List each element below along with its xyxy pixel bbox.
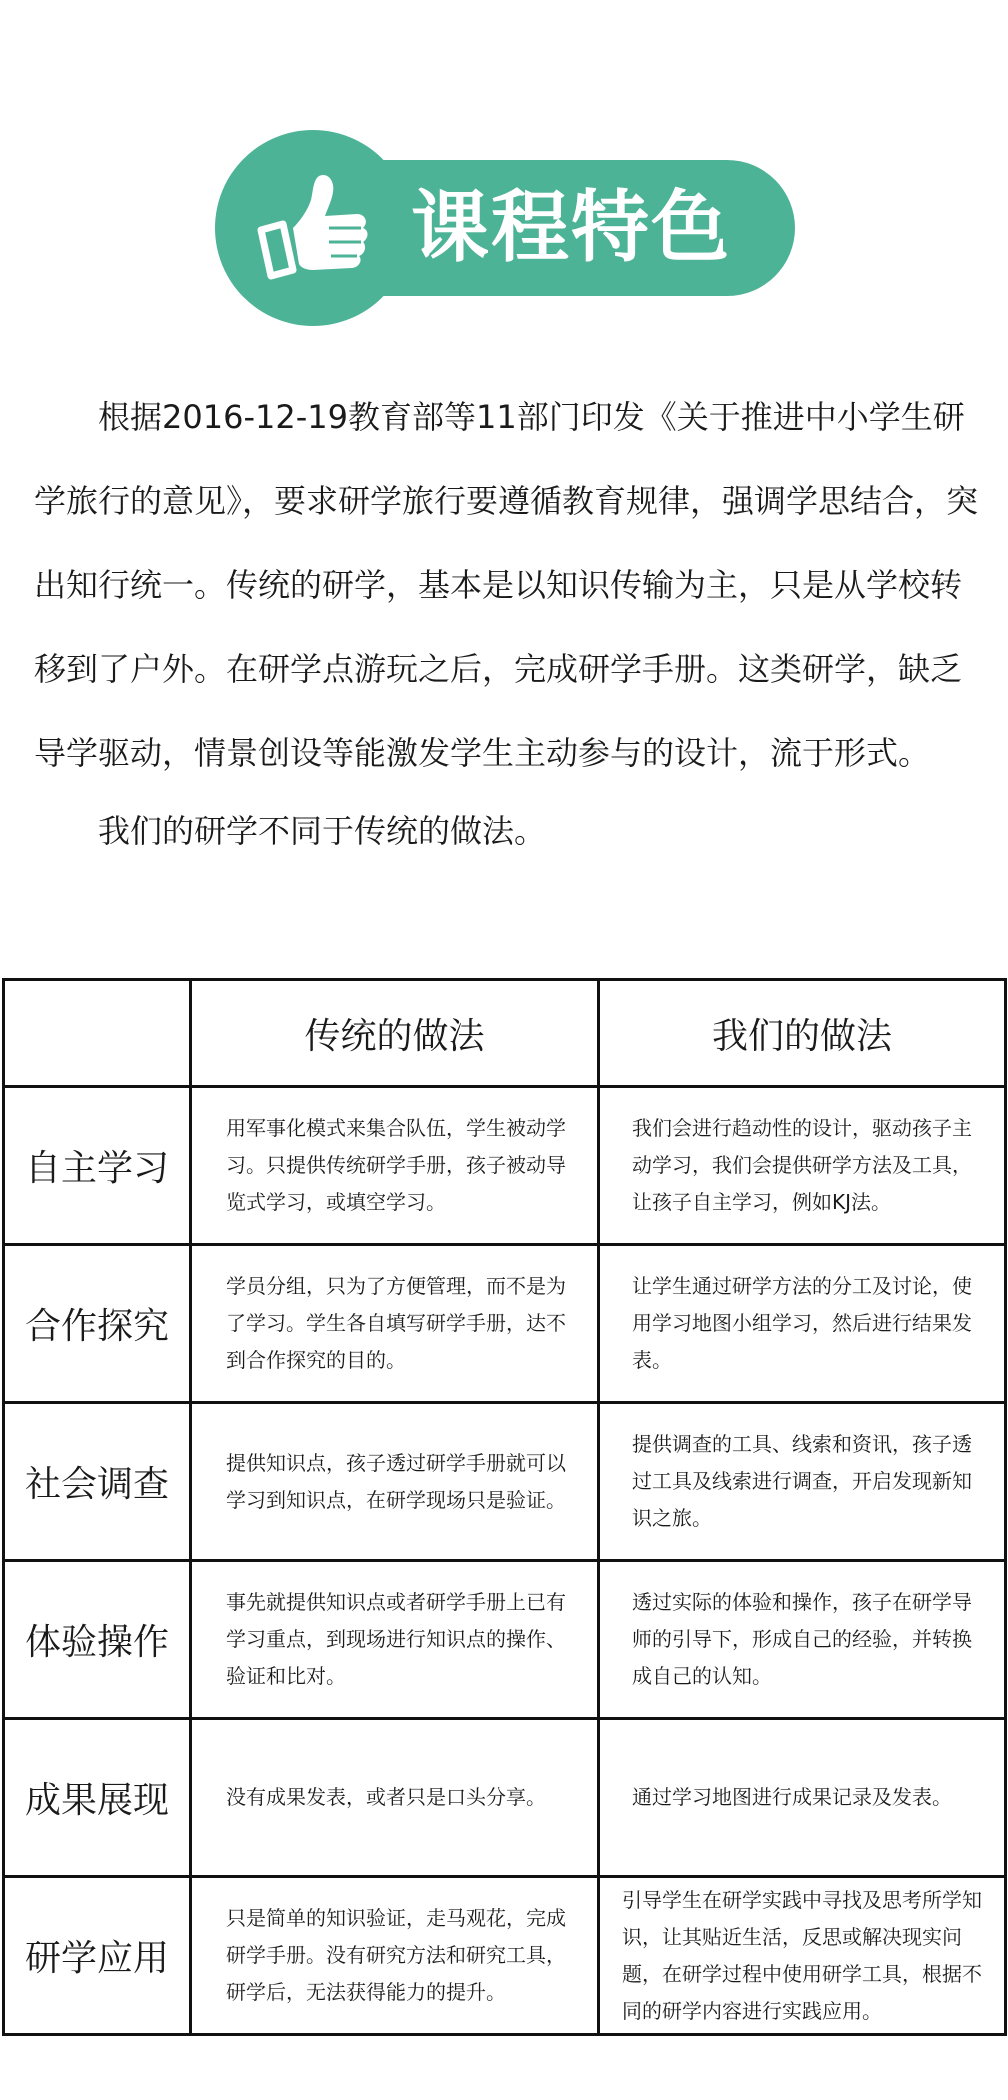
table-row [4, 1245, 1006, 1403]
table-header-row [4, 980, 1006, 1087]
traditional-cell: 事先就提供知识点或者研学手册上已有学习重点，到现场进行知识点的操作、验证和比对。 [191, 1561, 599, 1719]
table-row [4, 1561, 1006, 1719]
ours-cell: 让学生通过研学方法的分工及讨论，使用学习地图小组学习，然后进行结果发表。 [599, 1245, 1006, 1403]
traditional-cell: 没有成果发表，或者只是口头分享。 [191, 1719, 599, 1877]
section-title: 课程特色 [411, 183, 732, 273]
table-row [4, 1087, 1006, 1245]
traditional-cell: 只是简单的知识验证，走马观花，完成研学手册。没有研究方法和研究工具，研学后，无法获得能力的提升。 [191, 1877, 599, 2035]
intro-paragraph-2: 我们的研学不同于传统的做法。 [98, 812, 547, 850]
table-row [4, 1719, 1006, 1877]
ours-cell: 我们会进行趋动性的设计，驱动孩子主动学习，我们会提供研学方法及工具，让孩子自主学习，例如KJ法。 [599, 1087, 1006, 1245]
intro-paragraph-1: 根据2016-12-19教育部等11部门印发《关于推进中小学生研学旅行的意见》，要求研学旅行要遵循教育规律，强调学思结合，突出知行统一。传统的研学，基本是以知识传输为主，只是从学校转移到了户外。在研学点游玩之后，完成研学手册。这类研学，缺乏导学驱动，情景创设等能激发学生主动参与的设计，流于形式。 [34, 398, 979, 772]
row-label: 研学应用 [4, 1877, 191, 2035]
header-ours: 我们的做法 [599, 980, 1006, 1087]
traditional-cell: 学员分组，只为了方便管理，而不是为了学习。学生各自填写研学手册，达不到合作探究的目的。 [191, 1245, 599, 1403]
row-label: 体验操作 [4, 1561, 191, 1719]
ours-cell: 提供调查的工具、线索和资讯，孩子透过工具及线索进行调查，开启发现新知识之旅。 [599, 1403, 1006, 1561]
ours-cell: 引导学生在研学实践中寻找及思考所学知识，让其贴近生活，反思或解决现实问题，在研学过程中使用研学工具，根据不同的研学内容进行实践应用。 [599, 1877, 1006, 2035]
comparison-table [2, 978, 1007, 2036]
header-empty-cell [4, 980, 191, 1087]
intro-text [34, 375, 979, 873]
traditional-cell: 用军事化模式来集合队伍，学生被动学习。只提供传统研学手册，孩子被动导览式学习，或填空学习。 [191, 1087, 599, 1245]
header-traditional: 传统的做法 [191, 980, 599, 1087]
traditional-cell: 提供知识点，孩子透过研学手册就可以学习到知识点，在研学现场只是验证。 [191, 1403, 599, 1561]
table-row [4, 1403, 1006, 1561]
row-label: 成果展现 [4, 1719, 191, 1877]
row-label: 自主学习 [4, 1087, 191, 1245]
row-label: 合作探究 [4, 1245, 191, 1403]
row-label: 社会调查 [4, 1403, 191, 1561]
section-badge [215, 130, 795, 326]
thumbs-up-icon [253, 166, 377, 290]
ours-cell: 通过学习地图进行成果记录及发表。 [599, 1719, 1006, 1877]
table-row [4, 1877, 1006, 2035]
ours-cell: 透过实际的体验和操作，孩子在研学导师的引导下，形成自己的经验，并转换成自己的认知。 [599, 1561, 1006, 1719]
